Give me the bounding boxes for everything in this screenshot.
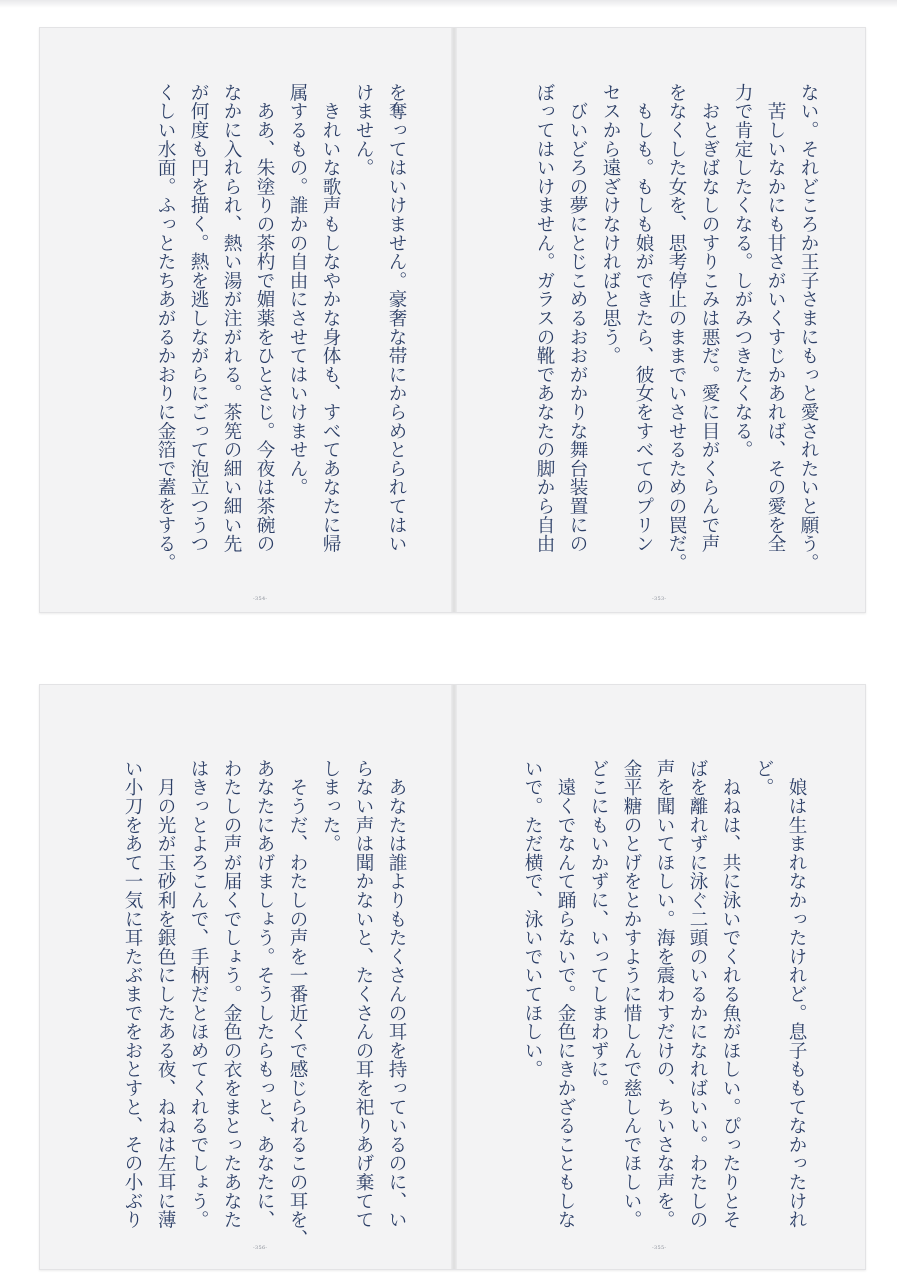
text-line: はきっとよろこんで、手柄だとほめてくれるでしょう。 <box>188 759 209 1229</box>
text-line: おとぎばなしのすりこみは悪だ。愛に目がくらんで声 <box>699 83 720 553</box>
text-line: わたしの声が届くでしょう。金色の衣をまとったあなた <box>221 759 242 1229</box>
text-line: きれいな歌声もしなやかな身体も、すべてあなたに帰 <box>320 83 341 553</box>
text-line: びいどろの夢にとじこめるおおがかりな舞台装置にの <box>567 83 588 553</box>
text-line: あなたにあげましょう。そうしたらもっと、あなたに、 <box>254 759 275 1229</box>
page-number: -356- <box>253 1245 268 1251</box>
text-line: ねねは、共に泳いでくれる魚がほしい。ぴったりとそ <box>720 759 741 1229</box>
text-line: あなたは誰よりもたくさんの耳を持っているのに、い <box>386 759 407 1229</box>
text-line: けません。 <box>353 83 374 177</box>
text-line: 力で肯定したくなる。しがみつきたくなる。 <box>732 83 753 459</box>
text-line: ばを離れずに泳ぐ二頭のいるかになればいい。わたしの <box>687 759 708 1229</box>
text-line: なかに入れられ、熱い湯が注がれる。茶筅の細い細い先 <box>221 83 242 553</box>
text-line: ぼってはいけません。ガラスの靴であなたの脚から自由 <box>534 83 555 553</box>
text-line: 属するもの。誰かの自由にさせてはいけません。 <box>287 83 308 497</box>
page-number: -354- <box>253 596 268 602</box>
text-line: 金平糖のとげをとかすように惜しんで慈しんでほしい。 <box>621 759 642 1229</box>
text-line: そうだ、わたしの声を一番近くで感じられるこの耳を、 <box>287 759 308 1248</box>
text-line: くしい水面。ふっとたちあがるかおりに金箔で蓋をする。 <box>155 83 176 572</box>
text-line: が何度も円を描く。熱を逃しながらにごって泡立つうつ <box>188 83 209 553</box>
text-line: いで。ただ横で、泳いでいてほしい。 <box>522 759 543 1079</box>
text-line: らない声は聞かないと、たくさんの耳を祀りあげ棄てて <box>353 759 374 1229</box>
text-line: しまった。 <box>320 759 341 853</box>
text-line: 月の光が玉砂利を銀色にしたある夜、ねねは左耳に薄 <box>155 759 176 1229</box>
text-line: ああ、朱塗りの茶杓で媚薬をひとさじ。今夜は茶碗の <box>254 83 275 553</box>
text-line: 遠くでなんて踊らないで。金色にきかざることもしな <box>555 759 576 1229</box>
top-scroll-edge <box>0 0 897 8</box>
book-spread-2 <box>39 684 866 1270</box>
text-line: 娘は生まれなかったけれど。息子ももてなかったけれ <box>786 759 807 1229</box>
text-line: ない。それどころか王子さまにもっと愛されたいと願う。 <box>798 83 819 572</box>
spread-gutter <box>451 685 457 1269</box>
text-line: をなくした女を、思考停止のままでいさせるための罠だ。 <box>666 83 687 572</box>
page-number: -355- <box>652 1245 667 1251</box>
text-line: もしも。もしも娘ができたら、彼女をすべてのプリン <box>633 83 654 553</box>
text-line: ど。 <box>753 759 774 797</box>
text-line: 苦しいなかにも甘さがいくすじかあれば、その愛を全 <box>765 83 786 553</box>
page-number: -353- <box>652 596 667 602</box>
text-line: い小刀をあて一気に耳たぶまでをおとすと、その小ぶり <box>122 759 143 1229</box>
text-line: を奪ってはいけません。豪奢な帯にからめとられてはい <box>386 83 407 553</box>
text-line: セスから遠ざけなければと思う。 <box>600 83 621 365</box>
text-line: 声を聞いてほしい。海を震わすだけの、ちいさな声を。 <box>654 759 675 1229</box>
text-line: どこにもいかずに、いってしまわずに。 <box>588 759 609 1098</box>
spread-gutter <box>451 28 457 612</box>
book-spread-1 <box>39 27 866 613</box>
